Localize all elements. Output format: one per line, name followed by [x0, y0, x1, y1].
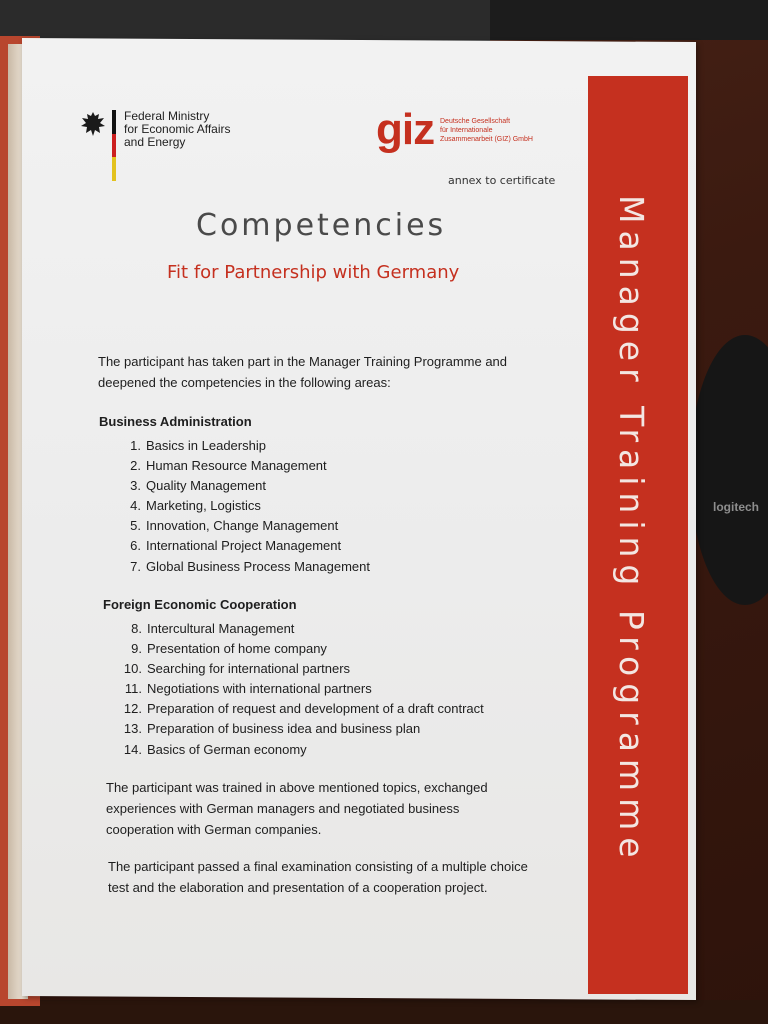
list-item: 8. Intercultural Management [131, 621, 295, 636]
german-flag-bar [112, 110, 116, 181]
list-item: 9. Presentation of home company [131, 641, 327, 657]
ministry-logo [80, 110, 250, 182]
list-item: 4. Marketing, Logistics [130, 498, 261, 514]
intro-paragraph: The participant has taken part in the Manager Training Programme and deepened the competencies in the following areas: [98, 354, 508, 390]
section-heading-foreign-economic-cooperation: Foreign Economic Cooperation [103, 597, 297, 612]
list-item: 2. Human Resource Management [130, 458, 327, 474]
list-item: 5. Innovation, Change Management [130, 518, 339, 534]
foreign-economic-cooperation-list [122, 619, 484, 760]
ministry-name: Federal Ministry for Economic Affairs and Energy [124, 109, 231, 149]
page-title: Competencies [196, 208, 447, 243]
speaker-device [690, 335, 768, 605]
list-item: 14. Basics of German economy [123, 741, 307, 757]
federal-eagle-icon [80, 110, 106, 138]
speaker-brand-label: logitech [713, 500, 760, 514]
list-item: 10. Searching for international partners [123, 661, 351, 677]
band-title: Manager Training Programme [612, 195, 651, 865]
business-administration-list [126, 436, 370, 577]
giz-logo: giz [376, 105, 435, 154]
list-item: 1. Basics in Leadership [130, 438, 266, 453]
annex-label: annex to certificate [448, 174, 556, 187]
page-subtitle: Fit for Partnership with Germany [167, 262, 460, 283]
closing-paragraph-examination: The participant passed a final examination consisting of a multiple choice test and the elaboration and presentation of a cooperation project. [108, 859, 528, 895]
list-item: 7. Global Business Process Management [130, 558, 371, 574]
section-heading-business-administration: Business Administration [99, 414, 252, 429]
closing-paragraph-training: The participant was trained in above mentioned topics, exchanged experiences with German managers and negotiated business cooperation with German companies. [106, 780, 488, 837]
list-item: 13. Preparation of business idea and business plan [123, 721, 421, 737]
list-item: 12. Preparation of request and development of a draft contract [123, 701, 484, 717]
list-item: 11. Negotiations with international partners [124, 681, 372, 697]
list-item: 6. International Project Management [130, 538, 342, 554]
background-table-edge [0, 1000, 768, 1024]
giz-full-name: Deutsche Gesellschaft für Internationale Zusammenarbeit (GIZ) GmbH [440, 118, 533, 143]
list-item: 3. Quality Management [130, 478, 266, 494]
